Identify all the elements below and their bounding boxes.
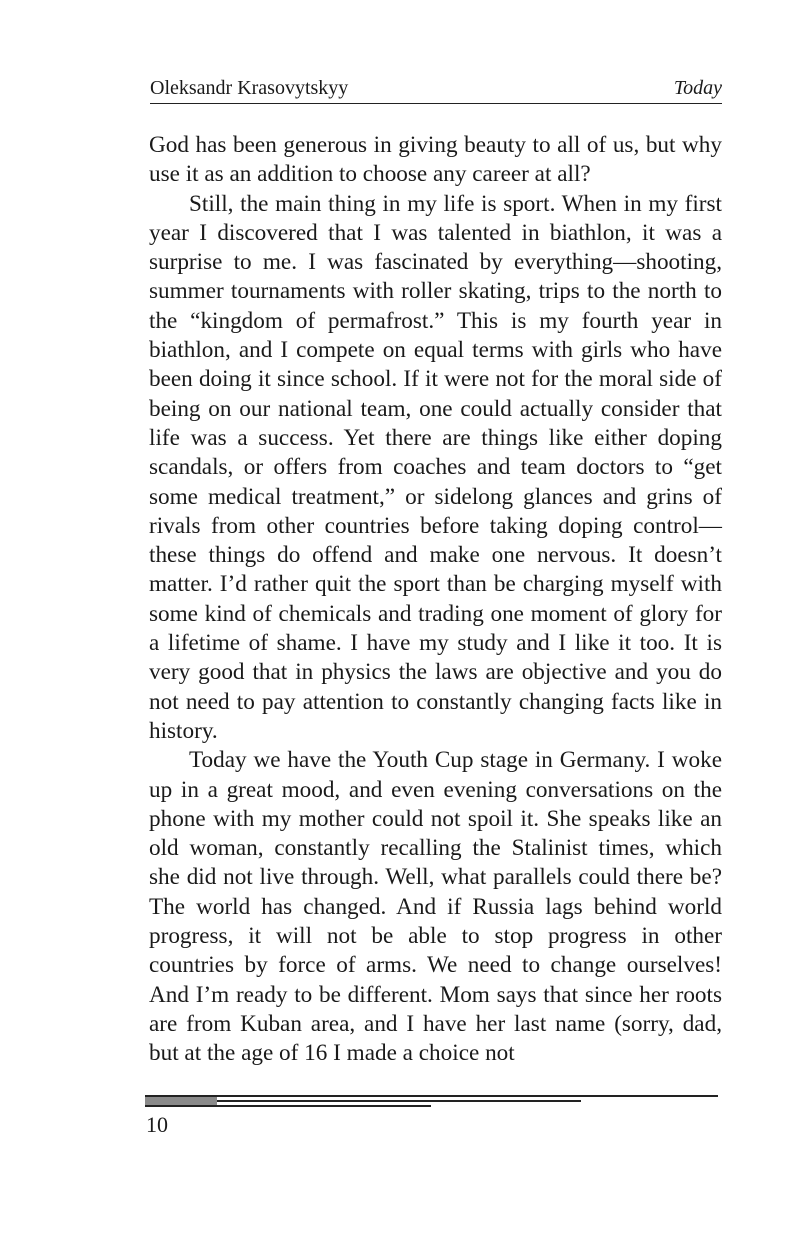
footer-rule-long <box>145 1095 718 1097</box>
body-text <box>149 131 722 1069</box>
paragraph-2: Still, the main thing in my life is sport. When in my first year I discovered that I was talented in biathlon, it was a surprise to me. I was fascinated by everything—shooting, summer tournaments with roller skating, trips to the north to the “kingdom of permafrost.” This is my fourth year in biathlon, and I compete on equal terms with girls who have been doing it since school. If it were not for the moral side of being on our national team, one could actually consider that life was a success. Yet there are things like either doping scandals, or offers from coaches and team doctors to “get some medical treatment,” or sidelong glances and grins of rivals from other countries before taking doping control—these things do offend and make one nervous. It doesn’t matter. I’d rather quit the sport than be charging myself with some kind of chemicals and trading one moment of glory for a lifetime of shame. I have my study and I like it too. It is very good that in physics the laws are objective and you do not need to pay attention to constantly changing facts like in history. <box>149 190 722 744</box>
footer-rule-accent <box>145 1097 217 1105</box>
paragraph-1: God has been generous in giving beauty to all of us, but why use it as an addition to choose any career at all? <box>149 132 722 188</box>
footer-rule-short <box>145 1105 431 1107</box>
paragraph-3: Today we have the Youth Cup stage in Germany. I woke up in a great mood, and even evening conversations on the phone with my mother could not spoil it. She speaks like an old woman, constantly recalling the Stalinist times, which she did not live through. Well, what parallels could there be? The world has changed. And if Russia lags behind world progress, it will not be able to stop progress in other countries by force of arms. We need to change ourselves! And I’m ready to be different. Mom says that since her roots are from Kuban area, and I have her last name (sorry, dad, but at the age of 16 I made a choice not <box>149 747 722 1067</box>
header-title: Today <box>673 77 722 99</box>
footer-decorative-rules <box>145 1092 720 1112</box>
header-author: Oleksandr Krasovytskyy <box>150 77 349 99</box>
page-number: 10 <box>146 1112 168 1137</box>
running-header <box>150 76 722 104</box>
